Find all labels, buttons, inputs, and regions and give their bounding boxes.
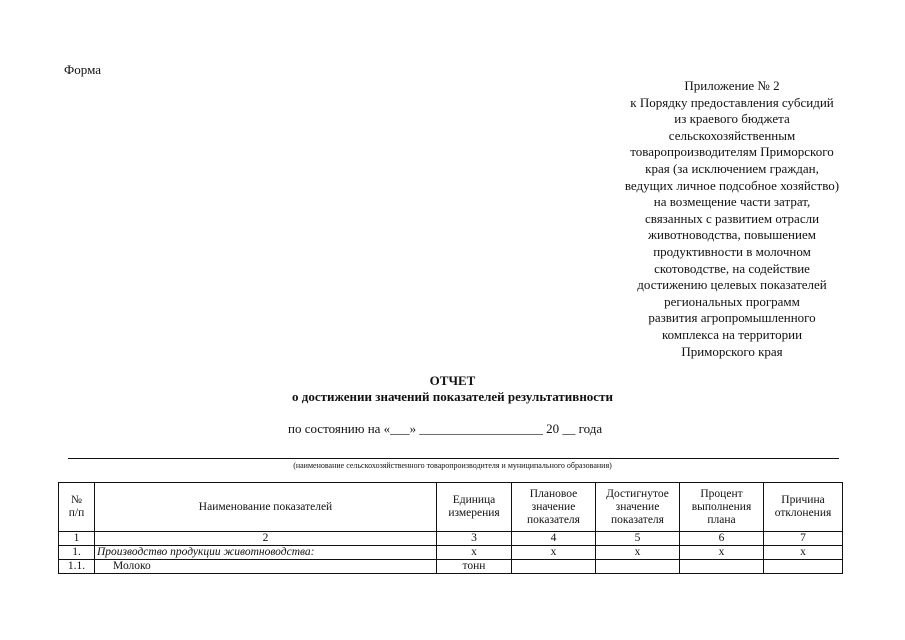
organization-name-line <box>68 458 839 459</box>
table-row <box>59 546 843 560</box>
appendix-line: региональных программ <box>664 293 800 309</box>
percent-cell: х <box>680 546 764 560</box>
indicator-name: Молоко <box>95 560 437 574</box>
appendix-line: продуктивности в молочном <box>653 243 811 259</box>
appendix-line: достижению целевых показателей <box>637 277 827 293</box>
header-label: Плановое значение показателя <box>527 487 580 526</box>
reason-cell <box>764 560 843 574</box>
appendix-line: товаропроизводителям Приморского <box>630 144 834 160</box>
appendix-line: на возмещение части затрат, <box>653 194 811 210</box>
appendix-line: из краевого бюджета <box>674 111 790 127</box>
as-of-date-line: по состоянию на «___» ___________________ 20 __ года <box>288 421 603 436</box>
unit-cell: тонн <box>437 560 512 574</box>
header-cell <box>95 483 437 532</box>
header-cell <box>680 483 764 532</box>
row-number: 1. <box>59 546 95 560</box>
header-label: Процент выполнения плана <box>691 487 752 526</box>
report-subtitle: о достижении значений показателей результативности <box>292 389 613 404</box>
column-number: 1 <box>59 532 95 546</box>
row-number: 1.1. <box>59 560 95 574</box>
header-cell <box>59 483 95 532</box>
percent-cell <box>680 560 764 574</box>
header-label: Наименование показателей <box>198 500 333 513</box>
appendix-line: связанных с развитием отрасли <box>644 210 820 226</box>
plan-cell: х <box>512 546 596 560</box>
appendix-line: к Порядку предоставления субсидий <box>630 94 834 110</box>
appendix-line: развития агропромышленного <box>648 310 816 326</box>
column-number: 5 <box>596 532 680 546</box>
column-number-row <box>59 532 843 546</box>
actual-cell: х <box>596 546 680 560</box>
header-cell <box>764 483 843 532</box>
table-header-row <box>59 483 843 532</box>
form-label: Форма <box>64 62 101 77</box>
plan-cell <box>512 560 596 574</box>
header-cell <box>596 483 680 532</box>
column-number: 2 <box>95 532 437 546</box>
reason-cell: х <box>764 546 843 560</box>
appendix-block <box>606 78 858 360</box>
header-label: Единица измерения <box>448 494 500 519</box>
report-table <box>58 482 843 574</box>
appendix-line: ведущих личное подсобное хозяйство) <box>624 177 840 193</box>
organization-caption: (наименование сельскохозяйственного товаропроизводителя и муниципального образования) <box>293 461 612 470</box>
header-cell <box>512 483 596 532</box>
appendix-line: животноводства, повышением <box>648 227 816 243</box>
unit-cell: х <box>437 546 512 560</box>
appendix-line: Приморского края <box>681 343 783 359</box>
appendix-line: скотоводстве, на содействие <box>654 260 810 276</box>
appendix-line: комплекса на территории <box>661 326 803 342</box>
appendix-line: сельскохозяйственным <box>668 127 796 143</box>
table-row <box>59 560 843 574</box>
column-number: 6 <box>680 532 764 546</box>
header-label: Причина отклонения <box>774 494 832 519</box>
header-label: № п/п <box>68 494 85 519</box>
column-number: 7 <box>764 532 843 546</box>
column-number: 4 <box>512 532 596 546</box>
indicator-name: Производство продукции животноводства: <box>95 546 437 560</box>
header-cell <box>437 483 512 532</box>
header-label: Достигнутое значение показателя <box>606 487 669 526</box>
report-title: ОТЧЕТ <box>429 373 476 388</box>
column-number: 3 <box>437 532 512 546</box>
actual-cell <box>596 560 680 574</box>
appendix-line: края (за исключением граждан, <box>645 160 819 176</box>
appendix-line: Приложение № 2 <box>684 78 780 93</box>
